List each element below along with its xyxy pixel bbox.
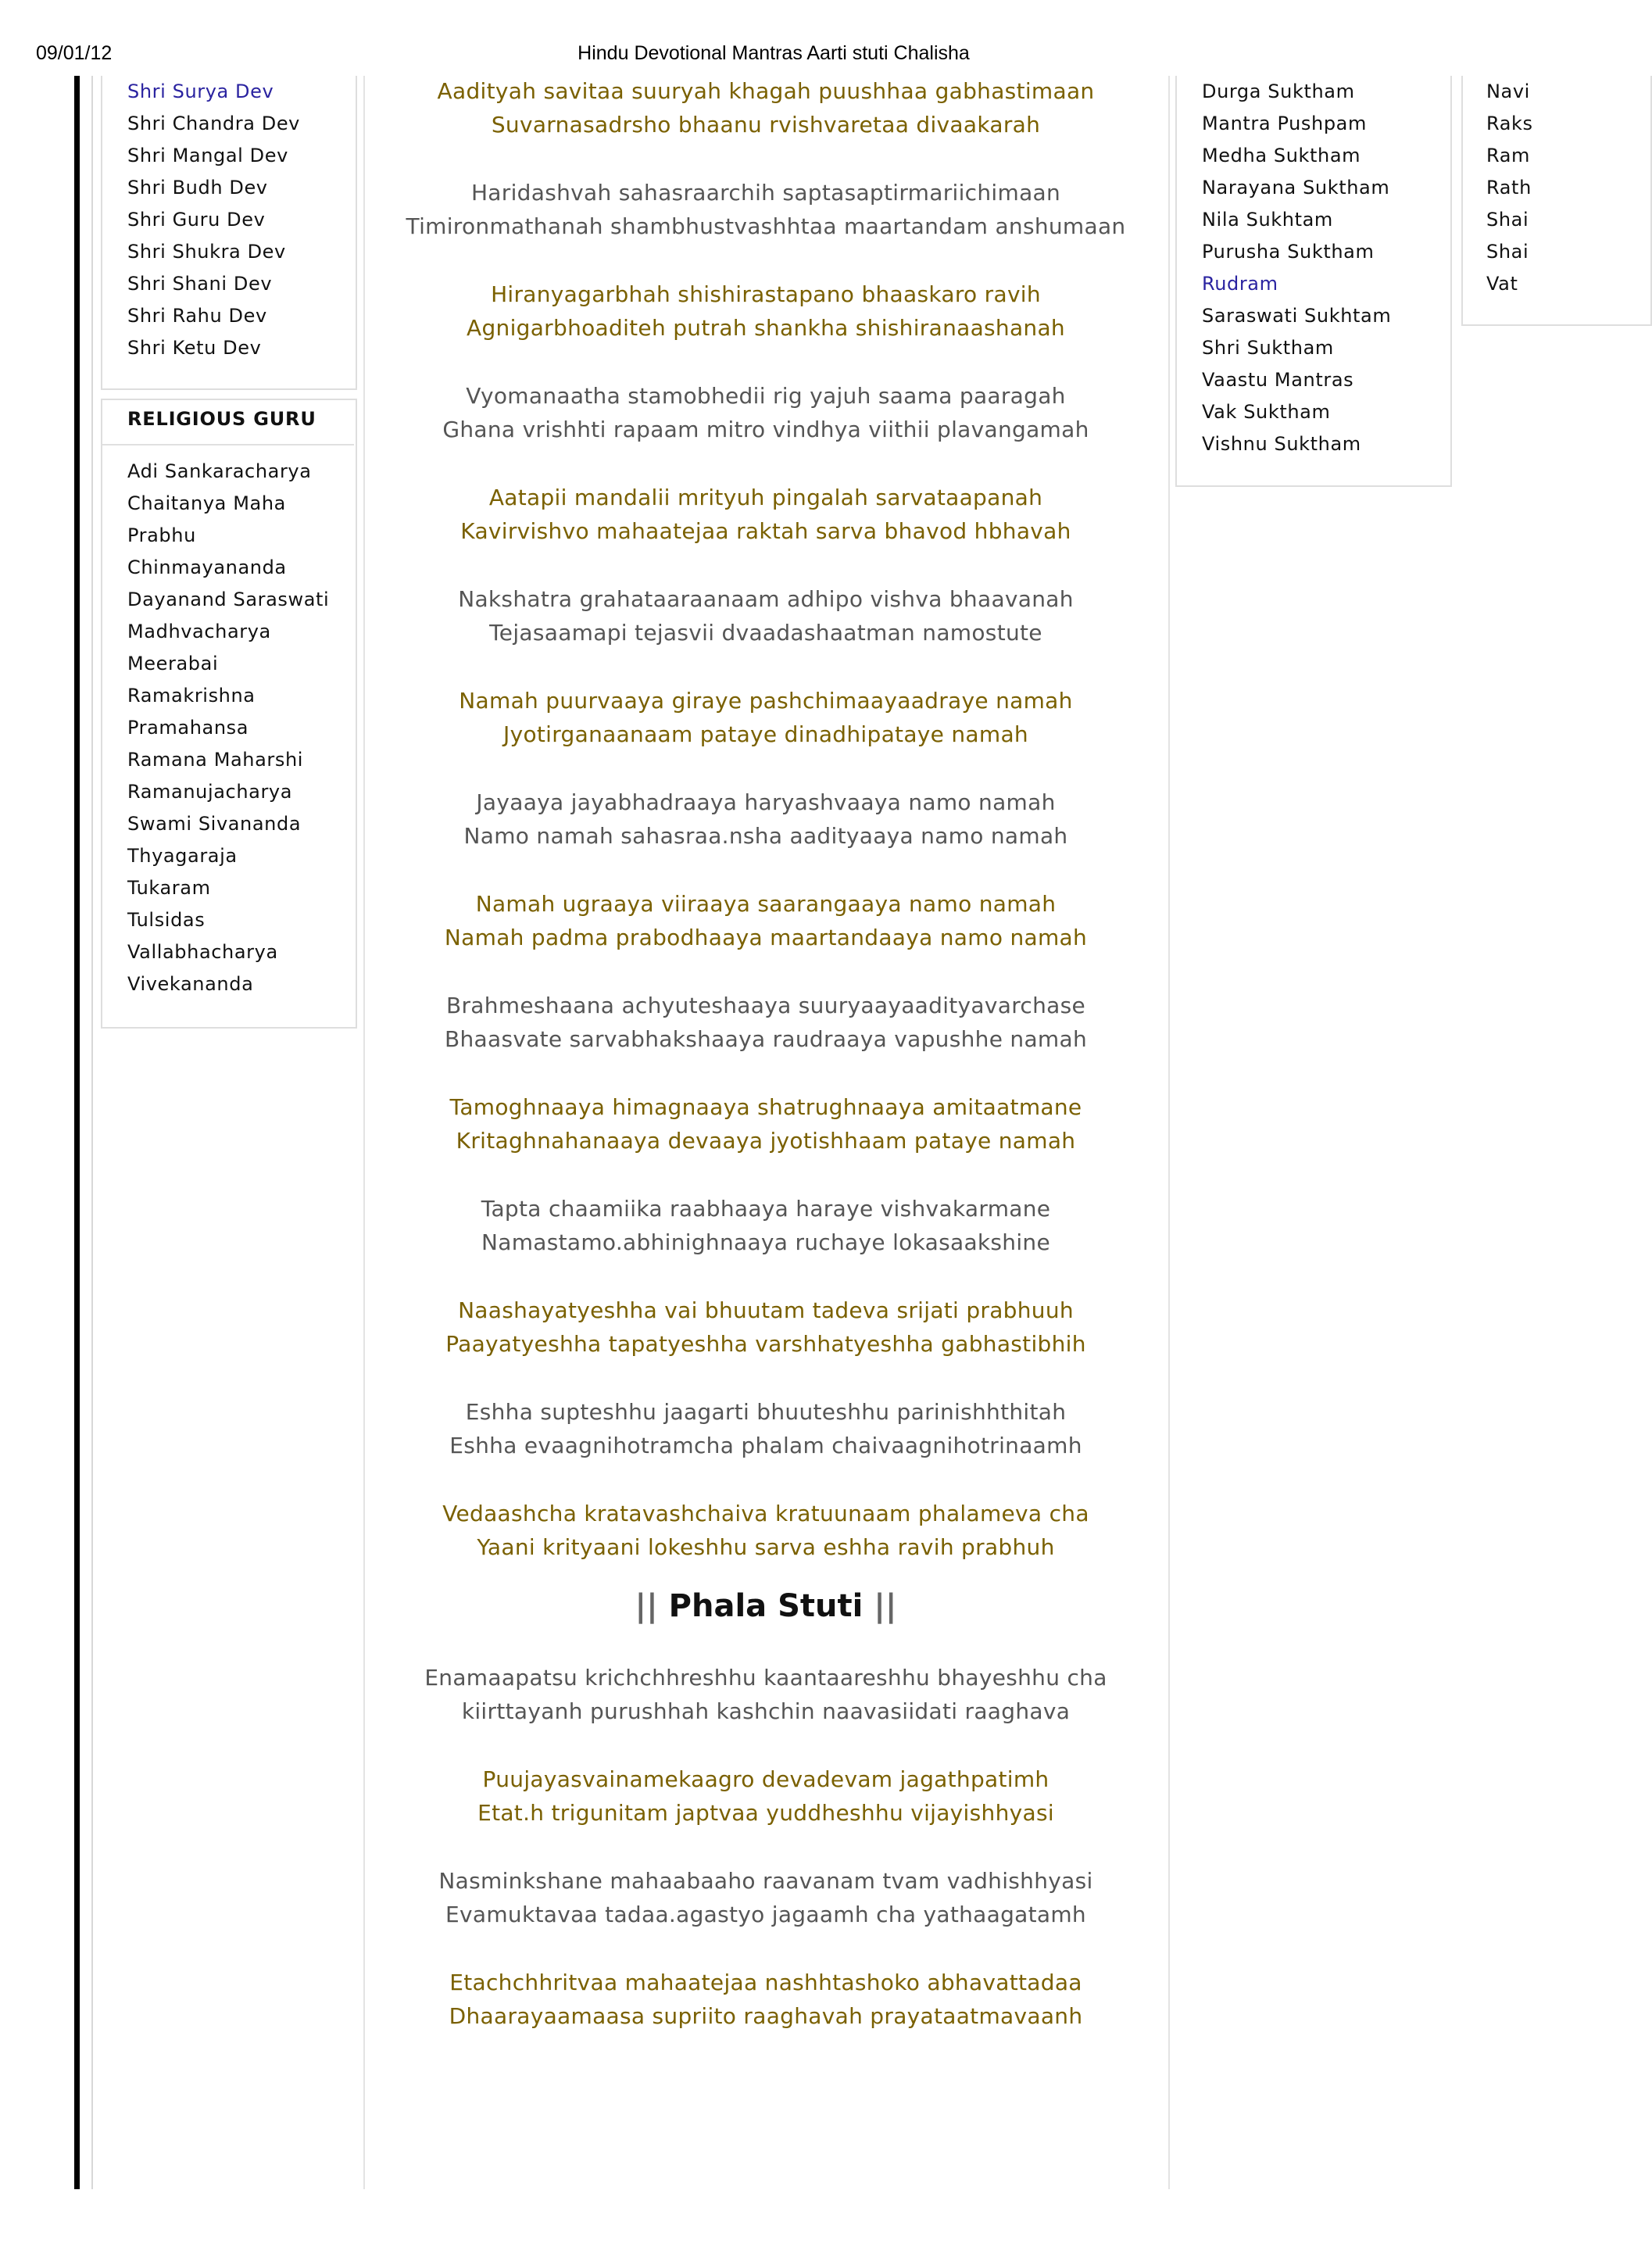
verse-line: Tejasaamapi tejasvii dvaadashaatman namostute bbox=[489, 620, 1042, 646]
sidebar-item-guru[interactable]: Thyagaraja bbox=[127, 845, 238, 867]
sidebar-item-more[interactable]: Raks bbox=[1486, 113, 1533, 134]
sidebar-item-more[interactable]: Shai bbox=[1486, 241, 1529, 263]
sidebar-item-planet[interactable]: Shri Surya Dev bbox=[127, 81, 274, 102]
verse-line: Agnigarbhoaditeh putrah shankha shishiranaashanah bbox=[467, 315, 1065, 341]
verse-line: Tamoghnaaya himagnaaya shatrughnaaya amitaatmane bbox=[449, 1094, 1082, 1120]
sidebar-item-guru[interactable]: Meerabai bbox=[127, 653, 219, 674]
column-divider-right bbox=[1168, 76, 1170, 2189]
verse-line: Jayaaya jayabhadraaya haryashvaaya namo namah bbox=[476, 789, 1056, 815]
sidebar-item-planet[interactable]: Shri Budh Dev bbox=[127, 177, 268, 199]
verse-line: Vedaashcha kratavashchaiva kratuunaam phalameva cha bbox=[442, 1501, 1089, 1526]
verse-line: Naashayatyeshha vai bhuutam tadeva srijati prabhuuh bbox=[458, 1297, 1074, 1323]
verse-line: Etachchhritvaa mahaatejaa nashhtashoko abhavattadaa bbox=[449, 1970, 1082, 1995]
heading-bars-right: || bbox=[874, 1588, 897, 1624]
verse-line: Etat.h trigunitam japtvaa yuddheshhu vijayishhyasi bbox=[477, 1800, 1054, 1826]
verse-line: Enamaapatsu krichchhreshhu kaantaareshhu bhayeshhu cha bbox=[424, 1665, 1107, 1691]
sidebar-item-guru[interactable]: Prabhu bbox=[127, 524, 196, 546]
sidebar-item-planet[interactable]: Shri Mangal Dev bbox=[127, 145, 288, 166]
verse-line: Vyomanaatha stamobhedii rig yajuh saama paaragah bbox=[466, 383, 1066, 409]
verse-line: Kritaghnahanaaya devaaya jyotishhaam pataye namah bbox=[456, 1128, 1076, 1154]
sidebar-item-suktham[interactable]: Mantra Pushpam bbox=[1202, 113, 1367, 134]
sidebar-item-suktham[interactable]: Nila Sukhtam bbox=[1202, 209, 1333, 231]
sidebar-item-suktham[interactable]: Vaastu Mantras bbox=[1202, 369, 1354, 391]
verse-line: Tapta chaamiika raabhaaya haraye vishvakarmane bbox=[481, 1196, 1051, 1222]
sidebar-item-suktham[interactable]: Shri Suktham bbox=[1202, 337, 1334, 359]
sidebar-item-suktham[interactable]: Purusha Suktham bbox=[1202, 241, 1375, 263]
sidebar-item-suktham[interactable]: Vak Suktham bbox=[1202, 401, 1331, 423]
far-right-list bbox=[1486, 0, 1533, 328]
sidebar-item-planet[interactable]: Shri Rahu Dev bbox=[127, 305, 267, 327]
verse-line: Aatapii mandalii mrityuh pingalah sarvataapanah bbox=[488, 485, 1043, 510]
verse-line: Dhaarayaamaasa supriito raaghavah prayataatmavaanh bbox=[449, 2003, 1083, 2029]
sidebar-item-guru[interactable]: Chinmayananda bbox=[127, 556, 287, 578]
religious-guru-heading: RELIGIOUS GURU bbox=[127, 408, 316, 430]
sidebar-item-more[interactable]: Navi bbox=[1486, 81, 1530, 102]
sidebar-item-guru[interactable]: Tukaram bbox=[127, 877, 211, 899]
verse-line: Jyotirganaanaam pataye dinadhipataye namah bbox=[503, 721, 1028, 747]
verse-line: Namo namah sahasraa.nsha aadityaaya namo namah bbox=[463, 823, 1068, 849]
sidebar-item-planet[interactable]: Shri Shani Dev bbox=[127, 273, 273, 295]
sidebar-item-guru[interactable]: Pramahansa bbox=[127, 717, 249, 739]
verse-line: Yaani krityaani lokeshhu sarva eshha ravih prabhuh bbox=[477, 1534, 1055, 1560]
verse-line: Nakshatra grahataaraanaam adhipo vishva bhaavanah bbox=[458, 586, 1074, 612]
print-date: 09/01/12 bbox=[36, 42, 113, 64]
verse-line: Namah puurvaaya giraye pashchimaayaadraye namah bbox=[459, 688, 1073, 714]
sidebar-item-planet[interactable]: Shri Chandra Dev bbox=[127, 113, 300, 134]
left-divider bbox=[91, 76, 93, 2189]
sidebar-item-guru[interactable]: Ramakrishna bbox=[127, 685, 256, 707]
verse-line: Namah padma prabodhaaya maartandaaya namo namah bbox=[444, 925, 1088, 950]
sidebar-item-more[interactable]: Shai bbox=[1486, 209, 1529, 231]
verse-line: Namastamo.abhinighnaaya ruchaye lokasaakshine bbox=[481, 1229, 1051, 1255]
sidebar-item-planet[interactable]: Shri Guru Dev bbox=[127, 209, 266, 231]
verse-line: Eshha evaagnihotramcha phalam chaivaagnihotrinaamh bbox=[449, 1433, 1082, 1458]
verse-line: Ghana vrishhti rapaam mitro vindhya viithii plavangamah bbox=[442, 417, 1089, 442]
phala-stuti-title: Phala Stuti bbox=[668, 1588, 864, 1624]
sidebar-item-suktham[interactable]: Saraswati Sukhtam bbox=[1202, 305, 1392, 327]
verse-line: Haridashvah sahasraarchih saptasaptirmariichimaan bbox=[470, 180, 1061, 206]
verse-line: Evamuktavaa tadaa.agastyo jagaamh cha yathaagatamh bbox=[445, 1902, 1086, 1927]
sidebar-item-more[interactable]: Rath bbox=[1486, 177, 1532, 199]
verse-line: Brahmeshaana achyuteshaaya suuryaayaadityavarchase bbox=[445, 993, 1086, 1018]
sidebar-item-more[interactable]: Ram bbox=[1486, 145, 1531, 166]
verse-line: Nasminkshane mahaabaaho raavanam tvam vadhishhyasi bbox=[438, 1868, 1093, 1894]
phala-stuti-heading bbox=[391, 1588, 1141, 1624]
verse-line: Timironmathanah shambhustvashhtaa maartandam anshumaan bbox=[406, 213, 1126, 239]
sidebar-item-guru[interactable]: Adi Sankaracharya bbox=[127, 460, 312, 482]
sidebar-item-suktham[interactable]: Medha Suktham bbox=[1202, 145, 1361, 166]
page-left-border bbox=[74, 76, 80, 2189]
sidebar-item-planet[interactable]: Shri Ketu Dev bbox=[127, 337, 262, 359]
sidebar-item-suktham[interactable]: Vishnu Suktham bbox=[1202, 433, 1361, 455]
sidebar-item-guru[interactable]: Vallabhacharya bbox=[127, 941, 278, 963]
sidebar-item-planet[interactable]: Shri Shukra Dev bbox=[127, 241, 286, 263]
sidebar-item-suktham[interactable]: Durga Suktham bbox=[1202, 81, 1355, 102]
sidebar-item-guru[interactable]: Ramanujacharya bbox=[127, 781, 293, 803]
sidebar-item-more[interactable]: Vat bbox=[1486, 273, 1518, 295]
sidebar-item-guru[interactable]: Ramana Maharshi bbox=[127, 749, 304, 771]
religious-guru-divider bbox=[102, 444, 354, 445]
sidebar-item-guru[interactable]: Chaitanya Maha bbox=[127, 492, 286, 514]
sidebar-item-guru[interactable]: Dayanand Saraswati bbox=[127, 589, 330, 610]
verse-line: Kavirvishvo mahaatejaa raktah sarva bhavod hbhavah bbox=[460, 518, 1071, 544]
sidebar-item-guru[interactable]: Tulsidas bbox=[127, 909, 206, 931]
sidebar-item-suktham[interactable]: Rudram bbox=[1202, 273, 1278, 295]
verse-line: Hiranyagarbhah shishirastapano bhaaskaro ravih bbox=[491, 281, 1041, 307]
verse-line: Eshha supteshhu jaagarti bhuuteshhu parinishhthitah bbox=[465, 1399, 1067, 1425]
verse-line: Namah ugraaya viiraaya saarangaaya namo namah bbox=[475, 891, 1057, 917]
verse-line: kiirttayanh purushhah kashchin naavasiidati raaghava bbox=[461, 1698, 1071, 1724]
sidebar-item-suktham[interactable]: Narayana Suktham bbox=[1202, 177, 1390, 199]
verse-line: Suvarnasadrsho bhaanu rvishvaretaa divaakarah bbox=[491, 112, 1041, 138]
heading-bars-left: || bbox=[635, 1588, 658, 1624]
print-title: Hindu Devotional Mantras Aarti stuti Chalisha bbox=[577, 42, 970, 64]
verse-line: Aadityah savitaa suuryah khagah puushhaa gabhastimaan bbox=[437, 78, 1095, 104]
verse-line: Paayatyeshha tapatyeshha varshhatyeshha gabhastibhih bbox=[445, 1331, 1086, 1357]
verse-line: Bhaasvate sarvabhakshaaya raudraaya vapushhe namah bbox=[444, 1026, 1088, 1052]
sidebar-item-guru[interactable]: Madhvacharya bbox=[127, 621, 271, 642]
verse-line: Puujayasvainamekaagro devadevam jagathpatimh bbox=[482, 1766, 1049, 1792]
sidebar-item-guru[interactable]: Vivekananda bbox=[127, 973, 254, 995]
sidebar-item-guru[interactable]: Swami Sivananda bbox=[127, 813, 302, 835]
print-header bbox=[0, 39, 1600, 70]
column-divider-left bbox=[363, 76, 365, 2189]
